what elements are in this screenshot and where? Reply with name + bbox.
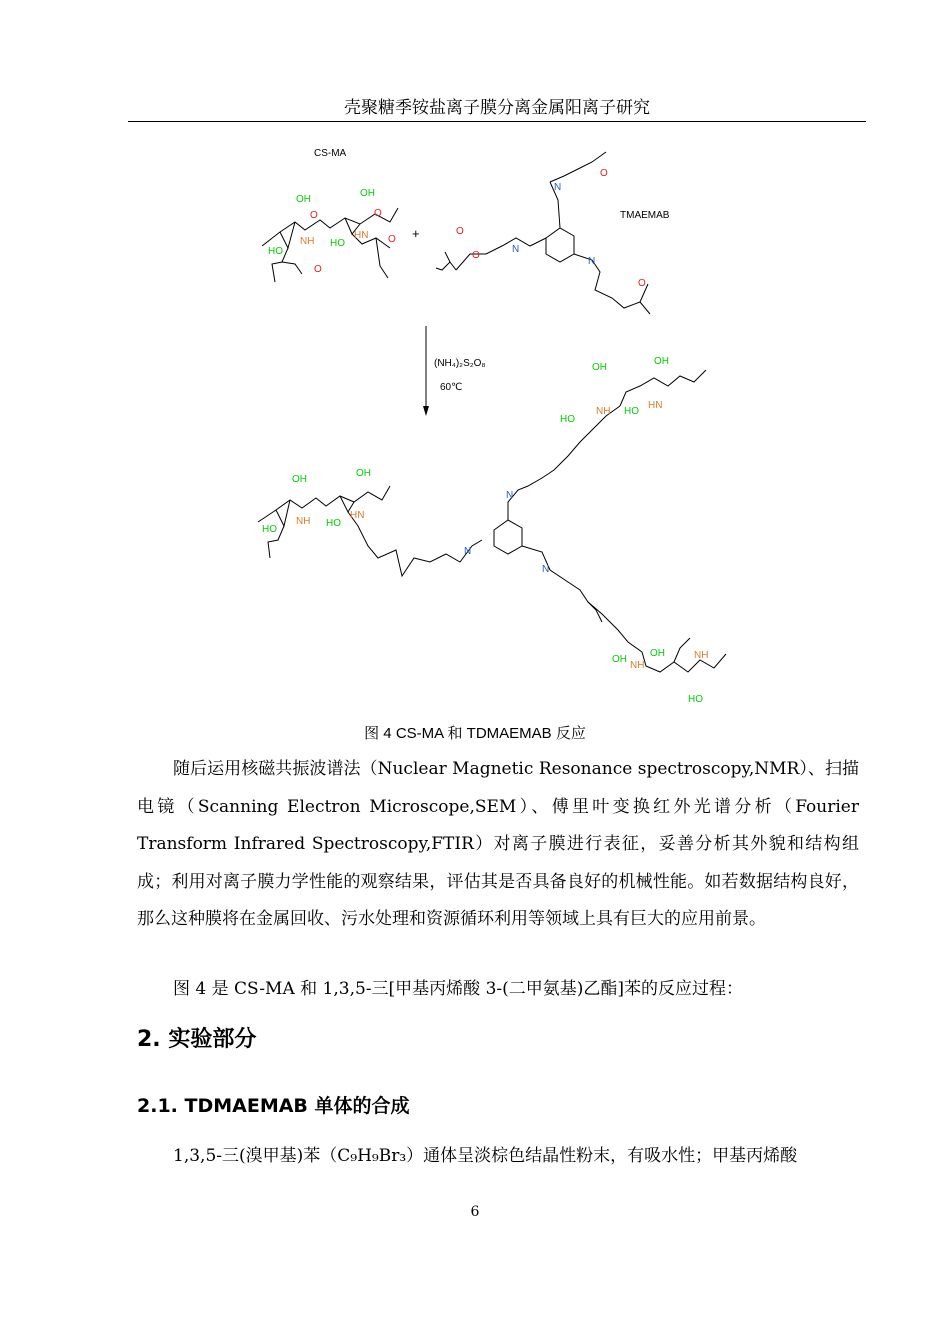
ester-oxygen-label: O [600, 168, 608, 179]
reaction-scheme-figure [250, 138, 730, 708]
page-header [128, 97, 866, 122]
carbonyl-oxygen-label: O [388, 234, 396, 245]
nh-label: NH [630, 660, 645, 671]
ammonium-nitrogen-label: N [506, 490, 514, 501]
hn-label: HN [350, 510, 365, 521]
ammonium-nitrogen-label: N [464, 546, 472, 557]
header-title: 壳聚糖季铵盐离子膜分离金属阳离子研究 [344, 98, 650, 118]
ho-label: HO [326, 518, 341, 529]
nh-label: NH [300, 236, 315, 247]
page-number: 6 [470, 1204, 480, 1220]
subsection-heading: 2.1. TDMAEMAB 单体的合成 [137, 1095, 410, 1117]
oh-label: OH [650, 648, 665, 659]
hn-label: HN [648, 400, 663, 411]
ho-label: HO [262, 524, 277, 535]
ammonium-nitrogen-label: N [588, 256, 596, 267]
ammonium-nitrogen-label: N [542, 564, 550, 575]
ring-oxygen-label: O [310, 210, 318, 221]
ho-label: HO [688, 694, 703, 705]
ho-label: HO [624, 406, 639, 417]
nh-label: NH [694, 650, 709, 661]
hn-label: HN [354, 230, 369, 241]
plus-sign: + [412, 226, 420, 241]
ammonium-nitrogen-label: N [512, 244, 520, 255]
nh-label: NH [596, 406, 611, 417]
reagent-label: (NH₄)₂S₂O₈ [434, 358, 486, 369]
ester-oxygen-label: O [472, 250, 480, 261]
body-paragraph-2: 图 4 是 CS-MA 和 1,3,5-三[甲基丙烯酸 3-(二甲氨基)乙酯]苯的反应过程： [173, 979, 744, 999]
ammonium-nitrogen-label: N [554, 182, 562, 193]
chem-labels [262, 148, 708, 705]
csma-label: CS-MA [314, 148, 347, 159]
ester-oxygen-label: O [456, 226, 464, 237]
oh-label: OH [592, 362, 607, 373]
carbonyl-oxygen-label: O [314, 264, 322, 275]
oh-label: OH [360, 188, 375, 199]
ho-label: HO [268, 246, 283, 257]
section-heading: 2. 实验部分 [137, 1027, 257, 1052]
oh-label: OH [356, 468, 371, 479]
ring-oxygen-label: O [374, 208, 382, 219]
ho-label: HO [560, 414, 575, 425]
figure-caption: 图 4 CS-MA 和 TDMAEMAB 反应 [364, 725, 586, 742]
nh-label: NH [296, 516, 311, 527]
oh-label: OH [292, 474, 307, 485]
body-paragraph-3: 1,3,5-三(溴甲基)苯（C₉H₉Br₃）通体呈淡棕色结晶性粉末，有吸水性；甲基丙烯酸 [173, 1146, 798, 1166]
ho-label: HO [330, 238, 345, 249]
reaction-arrowhead [423, 406, 429, 416]
temperature-label: 60℃ [440, 382, 463, 393]
reaction-scheme-svg [250, 138, 730, 708]
oh-label: OH [612, 654, 627, 665]
body-paragraph-1: 随后运用核磁共振波谱法（Nuclear Magnetic Resonance spectroscopy,NMR）、扫描电镜（Scanning Electron Microscope,SEM）、傅里叶变换红外光谱分析（Fourier Transform Infrared Spectroscopy,FTIR）对离子膜进行表征，妥善分析其外貌和结构组成；利用对离子膜力学性能的观察结果，评估其是否具备良好的机械性能。如若数据结构良好，那么这种膜将在金属回收、污水处理和资源循环利用等领域上具有巨大的应用前景。 [137, 759, 859, 929]
tmaemab-label: TMAEMAB [620, 210, 670, 221]
oh-label: OH [296, 194, 311, 205]
ester-oxygen-label: O [638, 278, 646, 289]
oh-label: OH [654, 356, 669, 367]
